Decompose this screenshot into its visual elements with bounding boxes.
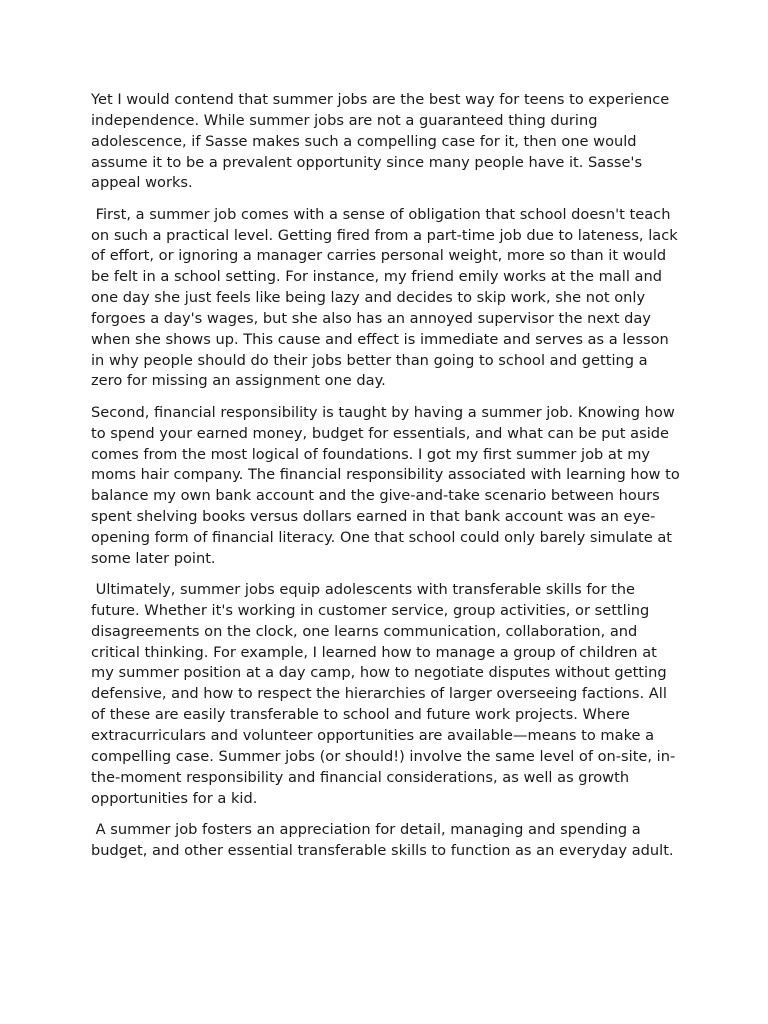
paragraph-second-point: Second, financial responsibility is taught by having a summer job. Knowing how to spend your earned money, budget for essentials, and what can be put aside comes from the most logical of foundations. I got my first summer job at my moms hair company. The financial responsibility associated with learning how to balance my own bank account and the give-and-take scenario between hours spent shelving books versus dollars earned in that bank account was an eye-opening form of financial literacy. One that school could only barely simulate at some later point.: [91, 403, 685, 567]
paragraph-first-point: First, a summer job comes with a sense of obligation that school doesn't teach on such a practical level. Getting fired from a part-time job due to lateness, lack of effort, or ignoring a manager carries personal weight, more so than it would be felt in a school setting. For instance, my friend emily works at the mall and one day she just feels like being lazy and decides to skip work, she not only forgoes a day's wages, but she also has an annoyed supervisor the next day when she shows up. This cause and effect is immediate and serves as a lesson in why people should do their jobs better than going to school and getting a zero for missing an assignment one day.: [91, 205, 683, 390]
paragraph-third-point: Ultimately, summer jobs equip adolescents with transferable skills for the future. Whether it's working in customer service, group activities, or settling disagreements on the clock, one learns communication, collaboration, and critical thinking. For example, I learned how to manage a group of children at my summer position at a day camp, how to negotiate disputes without getting defensive, and how to respect the hierarchies of larger overseeing factions. All of these are easily transferable to school and future work projects. Where extracurriculars and volunteer opportunities are available—means to make a compelling case. Summer jobs (or should!) involve the same level of on-site, in-the-moment responsibility and financial considerations, as well as growth opportunities for a kid.: [91, 581, 676, 807]
document-body: [91, 90, 685, 872]
paragraph-intro: Yet I would contend that summer jobs are the best way for teens to experience independence. While summer jobs are not a guaranteed thing during adolescence, if Sasse makes such a compelling case for it, then one would assume it to be a prevalent opportunity since many people have it. Sasse's appeal works.: [91, 91, 674, 192]
paragraph-conclusion: A summer job fosters an appreciation for detail, managing and spending a budget, and other essential transferable skills to function as an everyday adult.: [91, 820, 674, 859]
